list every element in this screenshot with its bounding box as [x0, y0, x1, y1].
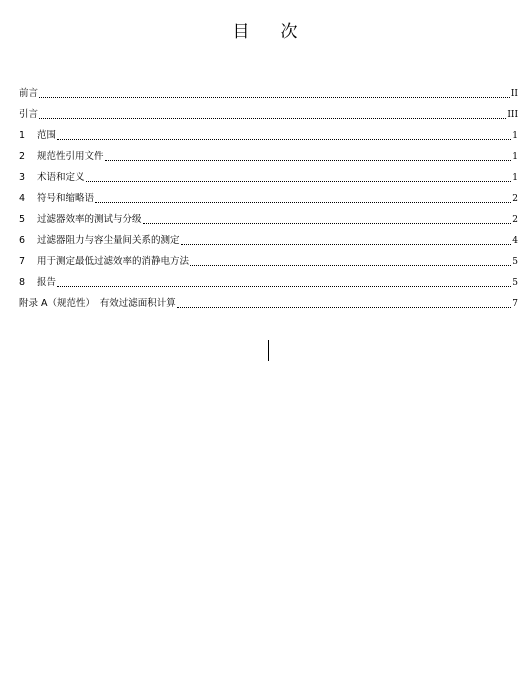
toc-entry-page: 2	[512, 215, 518, 225]
toc-entry-title: 附录 A（规范性） 有效过滤面积计算	[19, 298, 176, 309]
toc-entry-page: 7	[512, 299, 518, 309]
toc-leader-dots	[95, 202, 511, 203]
text-cursor	[268, 340, 269, 361]
toc-entry-title: 规范性引用文件	[37, 151, 104, 162]
toc-entry-3[interactable]	[19, 163, 518, 184]
toc-entry-6[interactable]	[19, 226, 518, 247]
toc-entry-title: 引言	[19, 109, 39, 120]
toc-entry-number: 6	[19, 235, 26, 246]
toc-leader-dots	[39, 97, 510, 98]
toc-leader-dots	[190, 265, 511, 266]
toc-leader-dots	[57, 286, 511, 287]
toc-entry-5[interactable]	[19, 205, 518, 226]
toc-entry-7[interactable]	[19, 247, 518, 268]
toc-entry-title: 符号和缩略语	[37, 193, 95, 204]
page-title-part2: 次	[280, 22, 299, 42]
toc-entry-page: 1	[512, 152, 518, 162]
toc-entry-page: 5	[512, 278, 518, 288]
toc-entry-page: II	[510, 89, 518, 99]
toc-entry-title: 术语和定义	[37, 172, 85, 183]
toc-entry-page: III	[507, 110, 518, 120]
toc-leader-dots	[143, 223, 512, 224]
toc-entry-number: 4	[19, 193, 26, 204]
toc-leader-dots	[105, 160, 512, 161]
toc-entry-number: 3	[19, 172, 26, 183]
toc-entry-title: 用于测定最低过滤效率的消静电方法	[37, 256, 190, 267]
toc-entry-foreword[interactable]	[19, 79, 518, 100]
toc-entry-page: 4	[512, 236, 518, 246]
toc-entry-introduction[interactable]	[19, 100, 518, 121]
toc-leader-dots	[57, 139, 511, 140]
toc-entry-page: 1	[512, 131, 518, 141]
toc-leader-dots	[86, 181, 512, 182]
toc-entry-title: 过滤器阻力与容尘量间关系的测定	[37, 235, 180, 246]
toc-entry-page: 1	[512, 173, 518, 183]
toc-entry-number: 5	[19, 214, 26, 225]
table-of-contents	[19, 79, 518, 310]
toc-entry-title: 范围	[37, 130, 57, 141]
toc-entry-title: 报告	[37, 277, 57, 288]
toc-entry-2[interactable]	[19, 142, 518, 163]
toc-entry-4[interactable]	[19, 184, 518, 205]
toc-entry-8[interactable]	[19, 268, 518, 289]
toc-entry-title: 前言	[19, 88, 39, 99]
toc-leader-dots	[39, 118, 506, 119]
toc-entry-title: 过滤器效率的测试与分级	[37, 214, 142, 225]
toc-entry-number: 7	[19, 256, 26, 267]
toc-entry-number: 1	[19, 130, 26, 141]
toc-entry-page: 5	[512, 257, 518, 267]
toc-entry-annex-a[interactable]	[19, 289, 518, 310]
toc-entry-number: 8	[19, 277, 26, 288]
page-title-part1: 目	[232, 22, 251, 42]
toc-entry-1[interactable]	[19, 121, 518, 142]
page-title	[0, 22, 531, 42]
toc-leader-dots	[181, 244, 512, 245]
toc-entry-page: 2	[512, 194, 518, 204]
toc-leader-dots	[177, 307, 511, 308]
toc-entry-number: 2	[19, 151, 26, 162]
